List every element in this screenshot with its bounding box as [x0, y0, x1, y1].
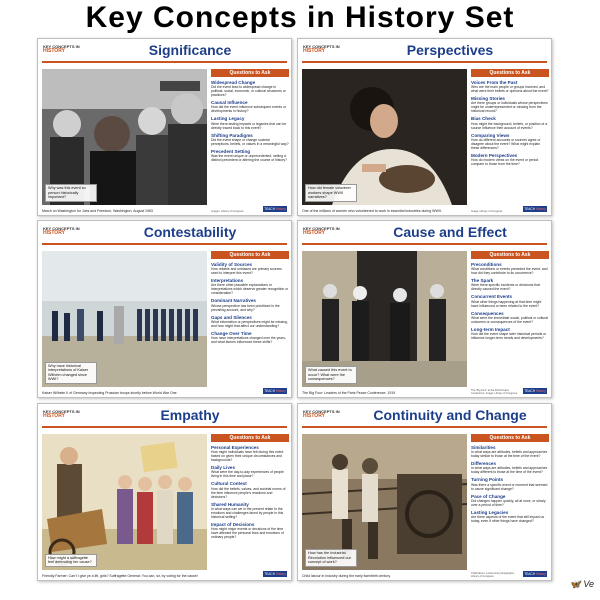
- question-item: [471, 461, 549, 474]
- question-description: Was the event unique or unprecedented, setting a distinct precedent or altering the course of history?: [211, 154, 287, 163]
- series-tag: [43, 44, 80, 54]
- header-divider: [302, 426, 547, 428]
- header-divider: [302, 243, 547, 245]
- question-title: Voices From the Past: [471, 80, 518, 85]
- logo-part-1: TEACH: [264, 207, 275, 211]
- poster-header: [298, 404, 551, 432]
- poster-header: [298, 221, 551, 249]
- questions-panel: [471, 69, 549, 205]
- question-description: What were the immediate social, political or cultural outcomes or consequences of the event?: [471, 315, 549, 324]
- question-item: [211, 100, 289, 113]
- questions-panel: [471, 434, 549, 570]
- poster-header: [38, 404, 291, 432]
- poster-title: Perspectives: [406, 42, 494, 58]
- question-title: Change Over Time: [211, 330, 252, 336]
- question-item: [471, 477, 549, 490]
- question-title: Bias Check: [471, 116, 496, 122]
- question-item: [471, 153, 549, 166]
- series-line-1: KEY CONCEPTS IN: [43, 409, 80, 414]
- poster-contestability[interactable]: [37, 220, 292, 398]
- poster-empathy[interactable]: [37, 403, 292, 581]
- series-tag: [43, 409, 80, 419]
- poster-caption: The Big Four: Leaders of the Paris Peace Conference, 1919: [302, 391, 396, 395]
- question-description: Whose perspective has been prioritised in the prevailing account, and why?: [211, 303, 280, 312]
- question-item: [211, 262, 289, 275]
- question-title: Dominant Narratives: [211, 298, 256, 304]
- teach-history-logo: [263, 206, 287, 212]
- image-credit: The 'Big Four' at the Paris Peace Conference. Image: Library of Congress: [471, 389, 518, 395]
- series-tag: [303, 226, 340, 236]
- question-title: Similarities: [471, 445, 496, 450]
- logo-part-2: History: [275, 572, 286, 576]
- questions-panel: [211, 251, 289, 387]
- poster-photo: [42, 69, 207, 205]
- question-title: Comparing Views: [471, 132, 510, 138]
- poster-header: [298, 39, 551, 67]
- question-item: [211, 522, 289, 539]
- logo-part-2: History: [535, 389, 546, 393]
- logo-part-1: TEACH: [524, 389, 535, 393]
- question-title: Lasting Legacy: [211, 116, 245, 122]
- image-credit: Image: Library of Congress: [471, 210, 503, 213]
- question-title: Validity of Sources: [211, 262, 253, 267]
- teach-history-logo: [523, 388, 547, 394]
- question-title: Impact of Decisions: [211, 521, 255, 527]
- question-title: Missing Stories: [471, 96, 505, 102]
- questions-panel: [211, 434, 289, 570]
- logo-part-2: History: [275, 207, 286, 211]
- question-title: Concurrent Events: [471, 294, 513, 300]
- question-item: [211, 315, 289, 328]
- series-line-2: HISTORY: [43, 413, 65, 419]
- poster-caption: One of the millions of women who volunteered to work in essential industries during WWII.: [302, 209, 442, 213]
- question-description: How might individuals have felt during this event based on given their unique circumstances and backgrounds?: [211, 450, 284, 463]
- questions-heading: Questions to Ask: [211, 434, 289, 442]
- question-item: [211, 80, 289, 97]
- logo-part-2: History: [535, 207, 546, 211]
- series-line-2: HISTORY: [43, 230, 65, 236]
- question-title: Shifting Paradigms: [211, 132, 253, 138]
- photo-question-callout: How might a suffragette feel defending her cause?: [45, 554, 97, 567]
- poster-caption: Kaiser Wilhelm II of Germany inspecting Prussian troops shortly before World War One.: [42, 391, 178, 395]
- question-item: [471, 96, 549, 113]
- poster-title: Contestability: [143, 224, 237, 240]
- series-line-1: KEY CONCEPTS IN: [303, 226, 340, 231]
- poster-title: Cause and Effect: [393, 224, 507, 240]
- question-description: How did the beliefs, values, and societal norms of the time influence people's reactions and decisions?: [211, 486, 286, 499]
- poster-caption: March on Washington for Jobs and Freedom, Washington, August 1963: [42, 209, 153, 213]
- question-title: Shared Humanity: [211, 501, 249, 507]
- series-line-1: KEY CONCEPTS IN: [303, 44, 340, 49]
- photo-question-callout: Why was this event so person historically important?: [45, 184, 97, 202]
- poster-caption: Child labour in industry during the early twentieth century.: [302, 574, 391, 578]
- poster-photo: [302, 434, 467, 570]
- question-description: Were there lasting impacts or legacies that can be directly traced back to this event?: [211, 121, 287, 130]
- watermark-text: Ve: [583, 579, 594, 589]
- question-title: Lasting Legacies: [471, 509, 509, 515]
- question-title: Pace of Change: [471, 493, 506, 499]
- question-description: In what ways are attitudes, beliefs and approaches today similar to those at the time of the event?: [471, 450, 548, 459]
- logo-part-2: History: [535, 572, 546, 576]
- poster-caption: Friendly Farmer: Can't I give ye a lift, girls? Suffragette General: You can, sir, by voting for the cause!: [42, 574, 198, 578]
- logo-part-1: TEACH: [264, 572, 275, 576]
- questions-panel: [211, 69, 289, 205]
- question-item: [211, 481, 289, 498]
- series-line-2: HISTORY: [303, 48, 325, 54]
- header-divider: [42, 61, 287, 63]
- question-description: What information or perspectives might be missing, and how might that affect our understanding?: [211, 319, 288, 328]
- poster-cause-and-effect[interactable]: [297, 220, 552, 398]
- question-description: Did changes happen quickly, all at once, or slowly over a period of time?: [471, 498, 546, 507]
- poster-title: Significance: [148, 42, 232, 58]
- question-title: Cultural Context: [211, 481, 247, 487]
- poster-title: Continuity and Change: [373, 407, 527, 423]
- question-item: [211, 445, 289, 462]
- question-item: [211, 133, 289, 146]
- question-title: Consequences: [471, 310, 504, 316]
- photo-question-callout: How has the Industrial Revolution influenced our concept of work?: [305, 549, 357, 567]
- questions-heading: Questions to Ask: [211, 69, 289, 77]
- question-item: [211, 298, 289, 311]
- page-title: Key Concepts in History Set: [85, 1, 515, 34]
- question-item: [211, 331, 289, 344]
- teach-history-logo: [263, 571, 287, 577]
- question-title: Causal Influence: [211, 100, 248, 106]
- logo-part-1: TEACH: [524, 207, 535, 211]
- question-title: Daily Lives: [211, 465, 236, 471]
- question-description: What conditions or events preceded the event, and how did they contribute to its occurrence?: [471, 267, 548, 276]
- poster-photo: [302, 69, 467, 205]
- question-description: In what ways are attitudes, beliefs and approaches today different to those at the time of the event?: [471, 466, 548, 475]
- poster-header: [38, 221, 291, 249]
- poster-title: Empathy: [160, 407, 220, 423]
- series-line-2: HISTORY: [43, 48, 65, 54]
- teach-history-logo: [263, 388, 287, 394]
- question-description: How do different accounts or sources agree or disagree about the event? What might explain these differences?: [471, 137, 541, 150]
- series-tag: [43, 226, 80, 236]
- poster-header: [38, 39, 291, 67]
- header-divider: [42, 426, 287, 428]
- butterfly-icon: 🦋: [569, 579, 581, 589]
- butterfly-watermark: [570, 579, 594, 590]
- question-item: [211, 149, 289, 162]
- question-item: [471, 262, 549, 275]
- photo-question-callout: Why have historical interpretations of Kaiser Wilhelm changed since WWI?: [45, 362, 97, 384]
- poster-photo: [42, 434, 207, 570]
- series-line-2: HISTORY: [303, 230, 325, 236]
- series-tag: [303, 409, 340, 419]
- question-title: Preconditions: [471, 262, 502, 267]
- question-description: How have interpretations changed over the years, and what factors influenced these shifts?: [211, 336, 286, 345]
- question-description: Are there groups or individuals whose perspectives might be underrepresented or missing from the historical record?: [471, 101, 548, 114]
- questions-heading: Questions to Ask: [211, 251, 289, 259]
- header-divider: [302, 61, 547, 63]
- question-item: [471, 133, 549, 150]
- questions-heading: Questions to Ask: [471, 69, 549, 77]
- question-item: [471, 278, 549, 291]
- question-title: Gaps and Silences: [211, 314, 252, 320]
- question-title: Long-term Impact: [471, 326, 510, 332]
- series-line-1: KEY CONCEPTS IN: [43, 226, 80, 231]
- image-credit: Images: Library of Congress: [211, 210, 244, 213]
- question-title: Personal Experiences: [211, 445, 259, 450]
- question-description: Who are the main people or groups involved, and what were their beliefs or opinions about the event?: [471, 85, 549, 94]
- question-title: Turning Points: [471, 477, 504, 483]
- poster-perspectives[interactable]: [297, 38, 552, 216]
- question-item: [211, 502, 289, 519]
- question-description: How did the event influence subsequent events or developments in history?: [211, 105, 287, 114]
- question-description: Are there other plausible explanations or interpretations which deserve greater recognition or consideration?: [211, 283, 289, 296]
- teach-history-logo: [523, 206, 547, 212]
- question-description: Did the event shape or change societal perceptions, beliefs, or values in a meaningful way?: [211, 137, 289, 146]
- image-credit: Child labour. Lewis Hine photographs. Library of Congress: [471, 572, 515, 578]
- question-item: [211, 278, 289, 295]
- question-description: Are there aspects of the event that still impact us today, even if other things have changed?: [471, 515, 545, 524]
- series-line-1: KEY CONCEPTS IN: [303, 409, 340, 414]
- question-description: Did the event lead to widespread change in political, social, economic, or cultural structures or practices?: [211, 85, 286, 98]
- question-item: [471, 311, 549, 324]
- photo-question-callout: What caused this event to occur? What were the consequences?: [305, 366, 357, 384]
- poster-continuity-and-change[interactable]: [297, 403, 552, 581]
- question-item: [211, 465, 289, 478]
- question-item: [471, 445, 549, 458]
- question-description: Were there specific incidents or decisions that directly caused the event?: [471, 283, 540, 292]
- question-description: How might the background, beliefs, or position of a source influence their account of events?: [471, 121, 548, 130]
- poster-photo: [42, 251, 207, 387]
- logo-part-1: TEACH: [524, 572, 535, 576]
- question-item: [471, 510, 549, 523]
- question-item: [211, 116, 289, 129]
- question-title: Interpretations: [211, 278, 244, 284]
- question-description: How might major events or decisions of the time have affected the personal lives and emotions of ordinary people?: [211, 527, 284, 540]
- series-tag: [303, 44, 340, 54]
- question-description: Was there a specific event or moment that seemed to cause significant change?: [471, 482, 548, 491]
- question-title: Precedent Setting: [211, 148, 251, 154]
- question-title: Modern Perspectives: [471, 152, 518, 158]
- questions-panel: [471, 251, 549, 387]
- question-item: [471, 116, 549, 129]
- logo-part-1: TEACH: [264, 389, 275, 393]
- poster-significance[interactable]: [37, 38, 292, 216]
- questions-heading: Questions to Ask: [471, 251, 549, 259]
- question-item: [471, 494, 549, 507]
- series-line-1: KEY CONCEPTS IN: [43, 44, 80, 49]
- question-title: Differences: [471, 461, 497, 467]
- question-description: What were the day-to-day experiences of people living in this time and place?: [211, 470, 284, 479]
- question-item: [471, 327, 549, 340]
- series-line-2: HISTORY: [303, 413, 325, 419]
- poster-photo: [302, 251, 467, 387]
- question-item: [471, 294, 549, 307]
- logo-part-2: History: [275, 389, 286, 393]
- question-description: How reliable and unbiased are primary sources used to interpret this event?: [211, 267, 282, 276]
- question-title: The Spark: [471, 278, 494, 284]
- question-description: What other things happening at that time might have influenced or been related to the event?: [471, 299, 542, 308]
- photo-question-callout: How did female volunteer workers shape WWII narratives?: [305, 184, 357, 202]
- question-title: Widespread Change: [211, 80, 256, 85]
- question-description: How do modern views on the event or period compare to those from the time?: [471, 158, 539, 167]
- questions-heading: Questions to Ask: [471, 434, 549, 442]
- question-description: How did the event shape later historical periods or influence longer-term trends and developments?: [471, 332, 547, 341]
- question-item: [471, 80, 549, 93]
- question-description: In what ways can we in the present relate to the emotions and challenges faced by people in this historical setting?: [211, 506, 284, 519]
- teach-history-logo: [523, 571, 547, 577]
- header-divider: [42, 243, 287, 245]
